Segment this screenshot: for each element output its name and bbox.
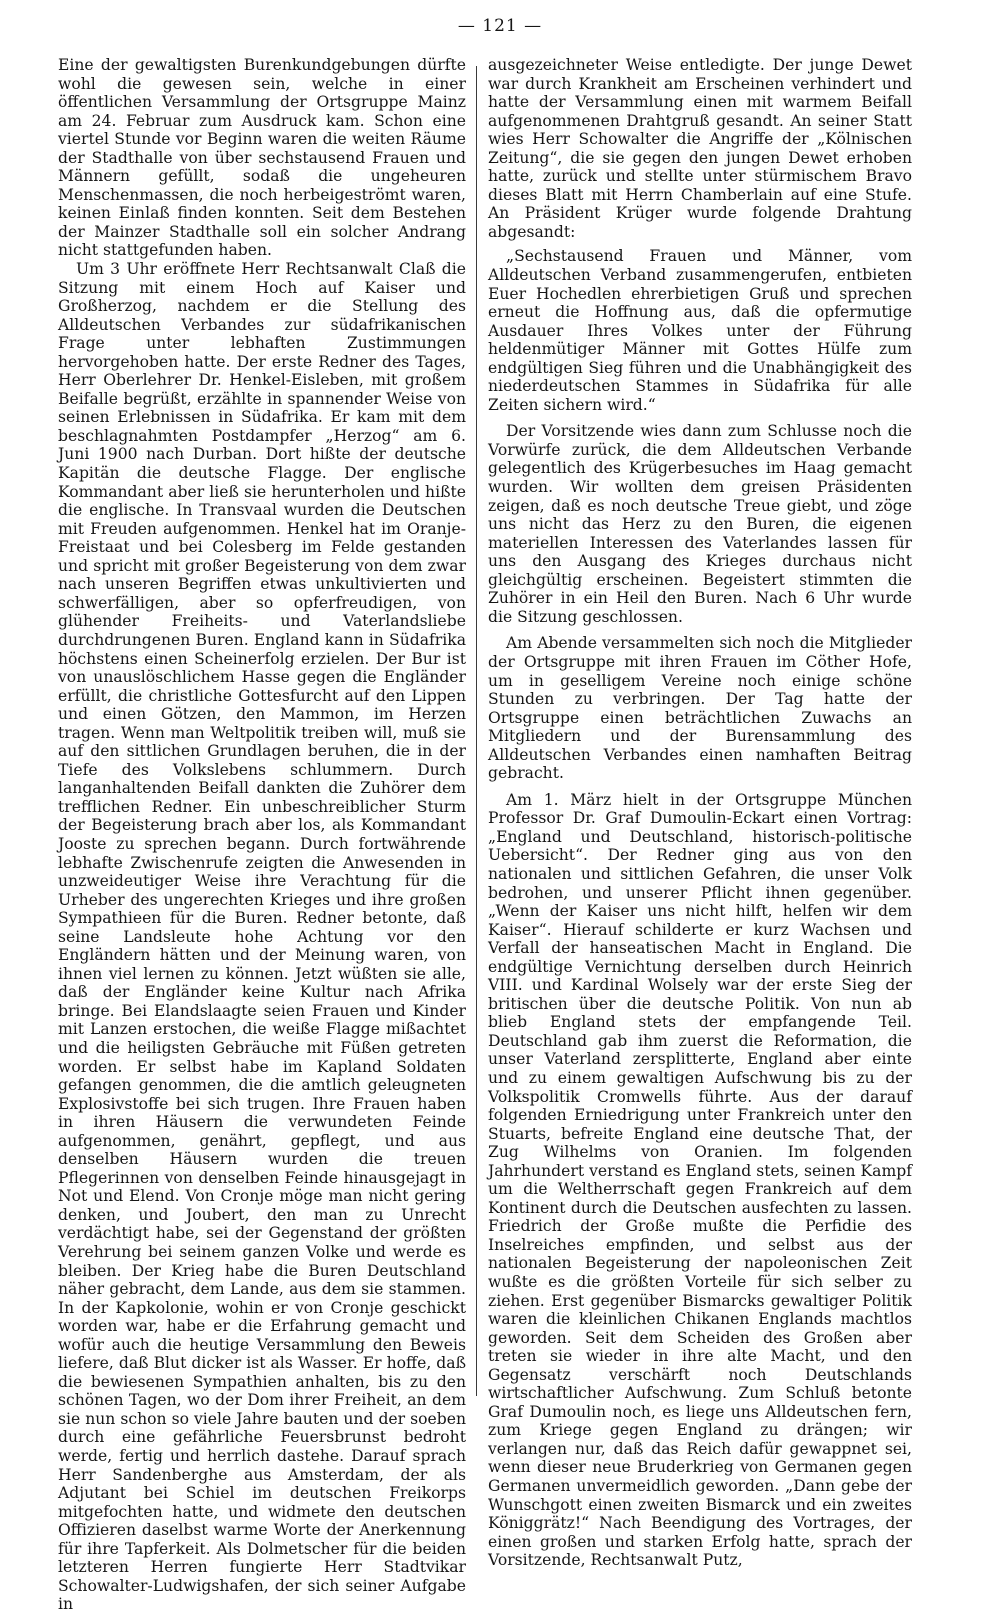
paragraph-muenchen-lecture: Am 1. März hielt in der Ortsgruppe München Professor Dr. Graf Dumoulin-Eckart einen Vortrag: „England und Deutschland, historisch-politische Uebersicht“. Der Redner ging aus von den nationalen und sittlichen Gefahren, die unser Volk bedrohen, und unserer Pflicht ihnen gegenüber. „Wenn der Kaiser uns nicht hilft, helfen wir dem Kaiser“. Hierauf schilderte er kurz Wachsen und Verfall der hanseatischen Macht in England. Die endgültige Vernichtung derselben durch Heinrich VIII. und Kardinal Wolsely war der erste Sieg der britischen über die deutsche Politik. Von nun ab blieb England stets der empfangende Teil. Deutschland gab ihm zuerst die Reformation, die unser Vaterland zersplitterte, England aber einte und zu einem gewaltigen Aufschwung bis zu der Volkspolitik Cromwells führte. Aus der darauf folgenden Erniedrigung unter Frankreich unter den Stuarts, befreite England eine deutsche That, der Zug Wilhelms von Oranien. Im folgenden Jahrhundert verstand es England stets, seinen Kampf um die Weltherrschaft gegen Frankreich auf dem Kontinent durch die Deutschen ausfechten zu lassen. Friedrich der Große mußte die Perfidie des Inselreiches empfinden, und selbst aus der nationalen Begeisterung der napoleonischen Zeit wußte es die größten Vorteile für sich selber zu ziehen. Erst gegenüber Bismarcks gewaltiger Politik waren die kleinlichen Chikanen Englands machtlos geworden. Seit dem Scheiden des Großen aber treten sie wieder in ihre alte Macht, und den Gegensatz verschärft noch Deutschlands wirtschaftlicher Aufschwung. Zum Schluß betonte Graf Dumoulin noch, es liege uns Alldeutschen fern, zum Kriege gegen England zu drängen; wir verlangen nur, daß das Reich dafür gewappnet sei, wenn dieser neue Bruderkrieg von Germanen gegen Germanen unvermeidlich geworden. „Dann gebe der Wunschgott einen zweiten Bismarck und ein zweites Königgrätz!“ Nach Beendigung des Vortrages, der einen großen und starken Erfolg hatte, sprach der Vorsitzende, Rechtsanwalt Putz, <box>488 790 912 1570</box>
column-divider <box>476 66 477 1396</box>
telegram-quote: „Sechstausend Frauen und Männer, vom Alldeutschen Verband zusammengerufen, entbieten Euer Hochedlen ehrerbietigen Gruß und sprechen erneut die Hoffnung aus, daß die opfermutige Ausdauer Ihres Volkes unter der Führung heldenmütiger Männer mit Gottes Hülfe zum endgültigen Sieg führen und die Unabhängigkeit des niederdeutschen Stammes in Südafrika für alle Zeiten sichern wird.“ <box>488 247 912 414</box>
paragraph-mainz-speeches: Um 3 Uhr eröffnete Herr Rechtsanwalt Claß die Sitzung mit einem Hoch auf Kaiser und Großherzog, nachdem er die Stellung des Alldeutschen Verbandes zur südafrikanischen Frage unter lebhaften Zustimmungen hervorgehoben hatte. Der erste Redner des Tages, Herr Oberlehrer Dr. Henkel-Eisleben, mit großem Beifalle begrüßt, erzählte in spannender Weise von seinen Erlebnissen in Südafrika. Er kam mit dem beschlagnahmten Postdampfer „Herzog“ am 6. Juni 1900 nach Durban. Dort hißte der deutsche Kapitän die deutsche Flagge. Der englische Kommandant aber ließ sie herunterholen und hißte die englische. In Transvaal wurden die Deutschen mit Freuden aufgenommen. Henkel hat im Oranje-Freistaat und bei Colesberg im Felde gestanden und spricht mit großer Begeisterung von dem zwar nach unseren Begriffen etwas unkultivierten und schwerfälligen, aber so opferfreudigen, von glühender Freiheits- und Vaterlandsliebe durchdrungenen Buren. England kann in Südafrika höchstens einen Scheinerfolg erzielen. Der Bur ist von unauslöschlichem Hasse gegen die Engländer erfüllt, die christliche Gottesfurcht auf den Lippen und einen Götzen, den Mammon, im Herzen tragen. Wenn man Weltpolitik treiben will, muß sie auf den sittlichen Grundlagen beruhen, die in der Tiefe des Volkslebens schlummern. Durch langanhaltenden Beifall dankten die Zuhörer dem trefflichen Redner. Ein unbeschreiblicher Sturm der Begeisterung brach aber los, als Kommandant Jooste zu sprechen begann. Durch fortwährende lebhafte Zwischenrufe zeigten die Anwesenden in unzweideutiger Weise ihre Verachtung für die Urheber des ungerechten Krieges und ihre großen Sympathieen für die Buren. Redner betonte, daß seine Landsleute hohe Achtung vor den Engländern hätten und der Meinung waren, von ihnen viel lernen zu können. Jetzt wüßten sie alle, daß der Engländer keine Kultur nach Afrika bringe. Bei Elandslaagte seien Frauen und Kinder mit Lanzen erstochen, die weiße Flagge mißachtet und die heiligsten Gebräuche mit Füßen getreten worden. Er selbst habe im Kapland Soldaten gefangen genommen, die die amtlich geleugneten Explosivstoffe bei sich trugen. Ihre Frauen haben in ihren Häusern die verwundeten Feinde aufgenommen, genährt, gepflegt, und aus denselben Häusern wurden die treuen Pflegerinnen von denselben Feinde hinausgejagt in Not und Elend. Von Cronje möge man nicht gering denken, und Joubert, den man zu Unrecht verdächtigt habe, sei der Gegenstand der größten Verehrung bei seinem ganzen Volke und werde es bleiben. Der Krieg habe die Buren Deutschland näher gebracht, dem Lande, aus dem sie stammen. In der Kapkolonie, wohin er von Cronje geschickt worden war, habe er die Erfahrung gemacht und wofür auch die heutige Versammlung den Beweis liefere, daß Blut dicker ist als Wasser. Er hoffe, daß die bewiesenen Sympathien anhalten, bis zu den schönen Tagen, wo der Dom ihrer Freiheit, an dem sie nun schon so viele Jahre bauten und der soeben durch eine gefährliche Feuersbrunst bedroht werde, fertig und herrlich dastehe. Darauf sprach Herr Sandenberghe aus Amsterdam, der als Adjutant bei Schiel im deutschen Freikorps mitgefochten hatte, und widmete den deutschen Offizieren daselbst warme Worte der Anerkennung für ihre Tapferkeit. Als Dolmetscher für die beiden letzteren Herren fungierte Herr Stadtvikar Schowalter-Ludwigshafen, der sich seiner Aufgabe in <box>58 260 466 1614</box>
page-number: — 121 — <box>457 16 543 36</box>
left-column <box>58 56 466 1614</box>
paragraph-closing-remarks: Der Vorsitzende wies dann zum Schlusse noch die Vorwürfe zurück, die dem Alldeutschen Verbande gelegentlich des Krügerbesuches im Haag gemacht wurden. Wir wollten dem greisen Präsidenten zeigen, daß es noch deutsche Treue giebt, und zöge uns nicht das Herz zu den Buren, die eigenen materiellen Interessen des Vaterlandes lassen für uns den Ausgang des Krieges durchaus nicht gleichgültig erscheinen. Begeistert stimmten die Zuhörer in ein Heil den Buren. Nach 6 Uhr wurde die Sitzung geschlossen. <box>488 422 912 626</box>
paragraph-mainz-intro: Eine der gewaltigsten Burenkundgebungen dürfte wohl die gewesen sein, welche in einer öffentlichen Versammlung der Ortsgruppe Mainz am 24. Februar zum Ausdruck kam. Schon eine viertel Stunde vor Beginn waren die weiten Räume der Stadthalle von über sechstausend Frauen und Männern gefüllt, sodaß die ungeheuren Menschenmassen, die noch herbeigeströmt waren, keinen Einlaß finden konnten. Seit dem Bestehen der Mainzer Stadthalle soll ein solcher Andrang nicht stattgefunden haben. <box>58 56 466 260</box>
right-column <box>488 56 912 1570</box>
paragraph-mainz-continued: ausgezeichneter Weise entledigte. Der junge Dewet war durch Krankheit am Erscheinen verhindert und hatte der Versammlung einen mit warmem Beifall aufgenommenen Drahtgruß gesandt. An seiner Statt wies Herr Schowalter die Angriffe der „Kölnischen Zeitung“, die sie gegen den jungen Dewet erhoben hatte, zurück und stellte unter stürmischem Bravo dieses Blatt mit Herrn Chamberlain auf eine Stufe. An Präsident Krüger wurde folgende Drahtung abgesandt: <box>488 56 912 241</box>
paragraph-evening-gathering: Am Abende versammelten sich noch die Mitglieder der Ortsgruppe mit ihren Frauen im Cöther Hofe, um in geselligem Vereine noch einige schöne Stunden zu verbringen. Der Tag hatte der Ortsgruppe einen beträchtlichen Zuwachs an Mitgliedern und der Burensammlung des Alldeutschen Verbandes einen namhaften Beitrag gebracht. <box>488 634 912 783</box>
